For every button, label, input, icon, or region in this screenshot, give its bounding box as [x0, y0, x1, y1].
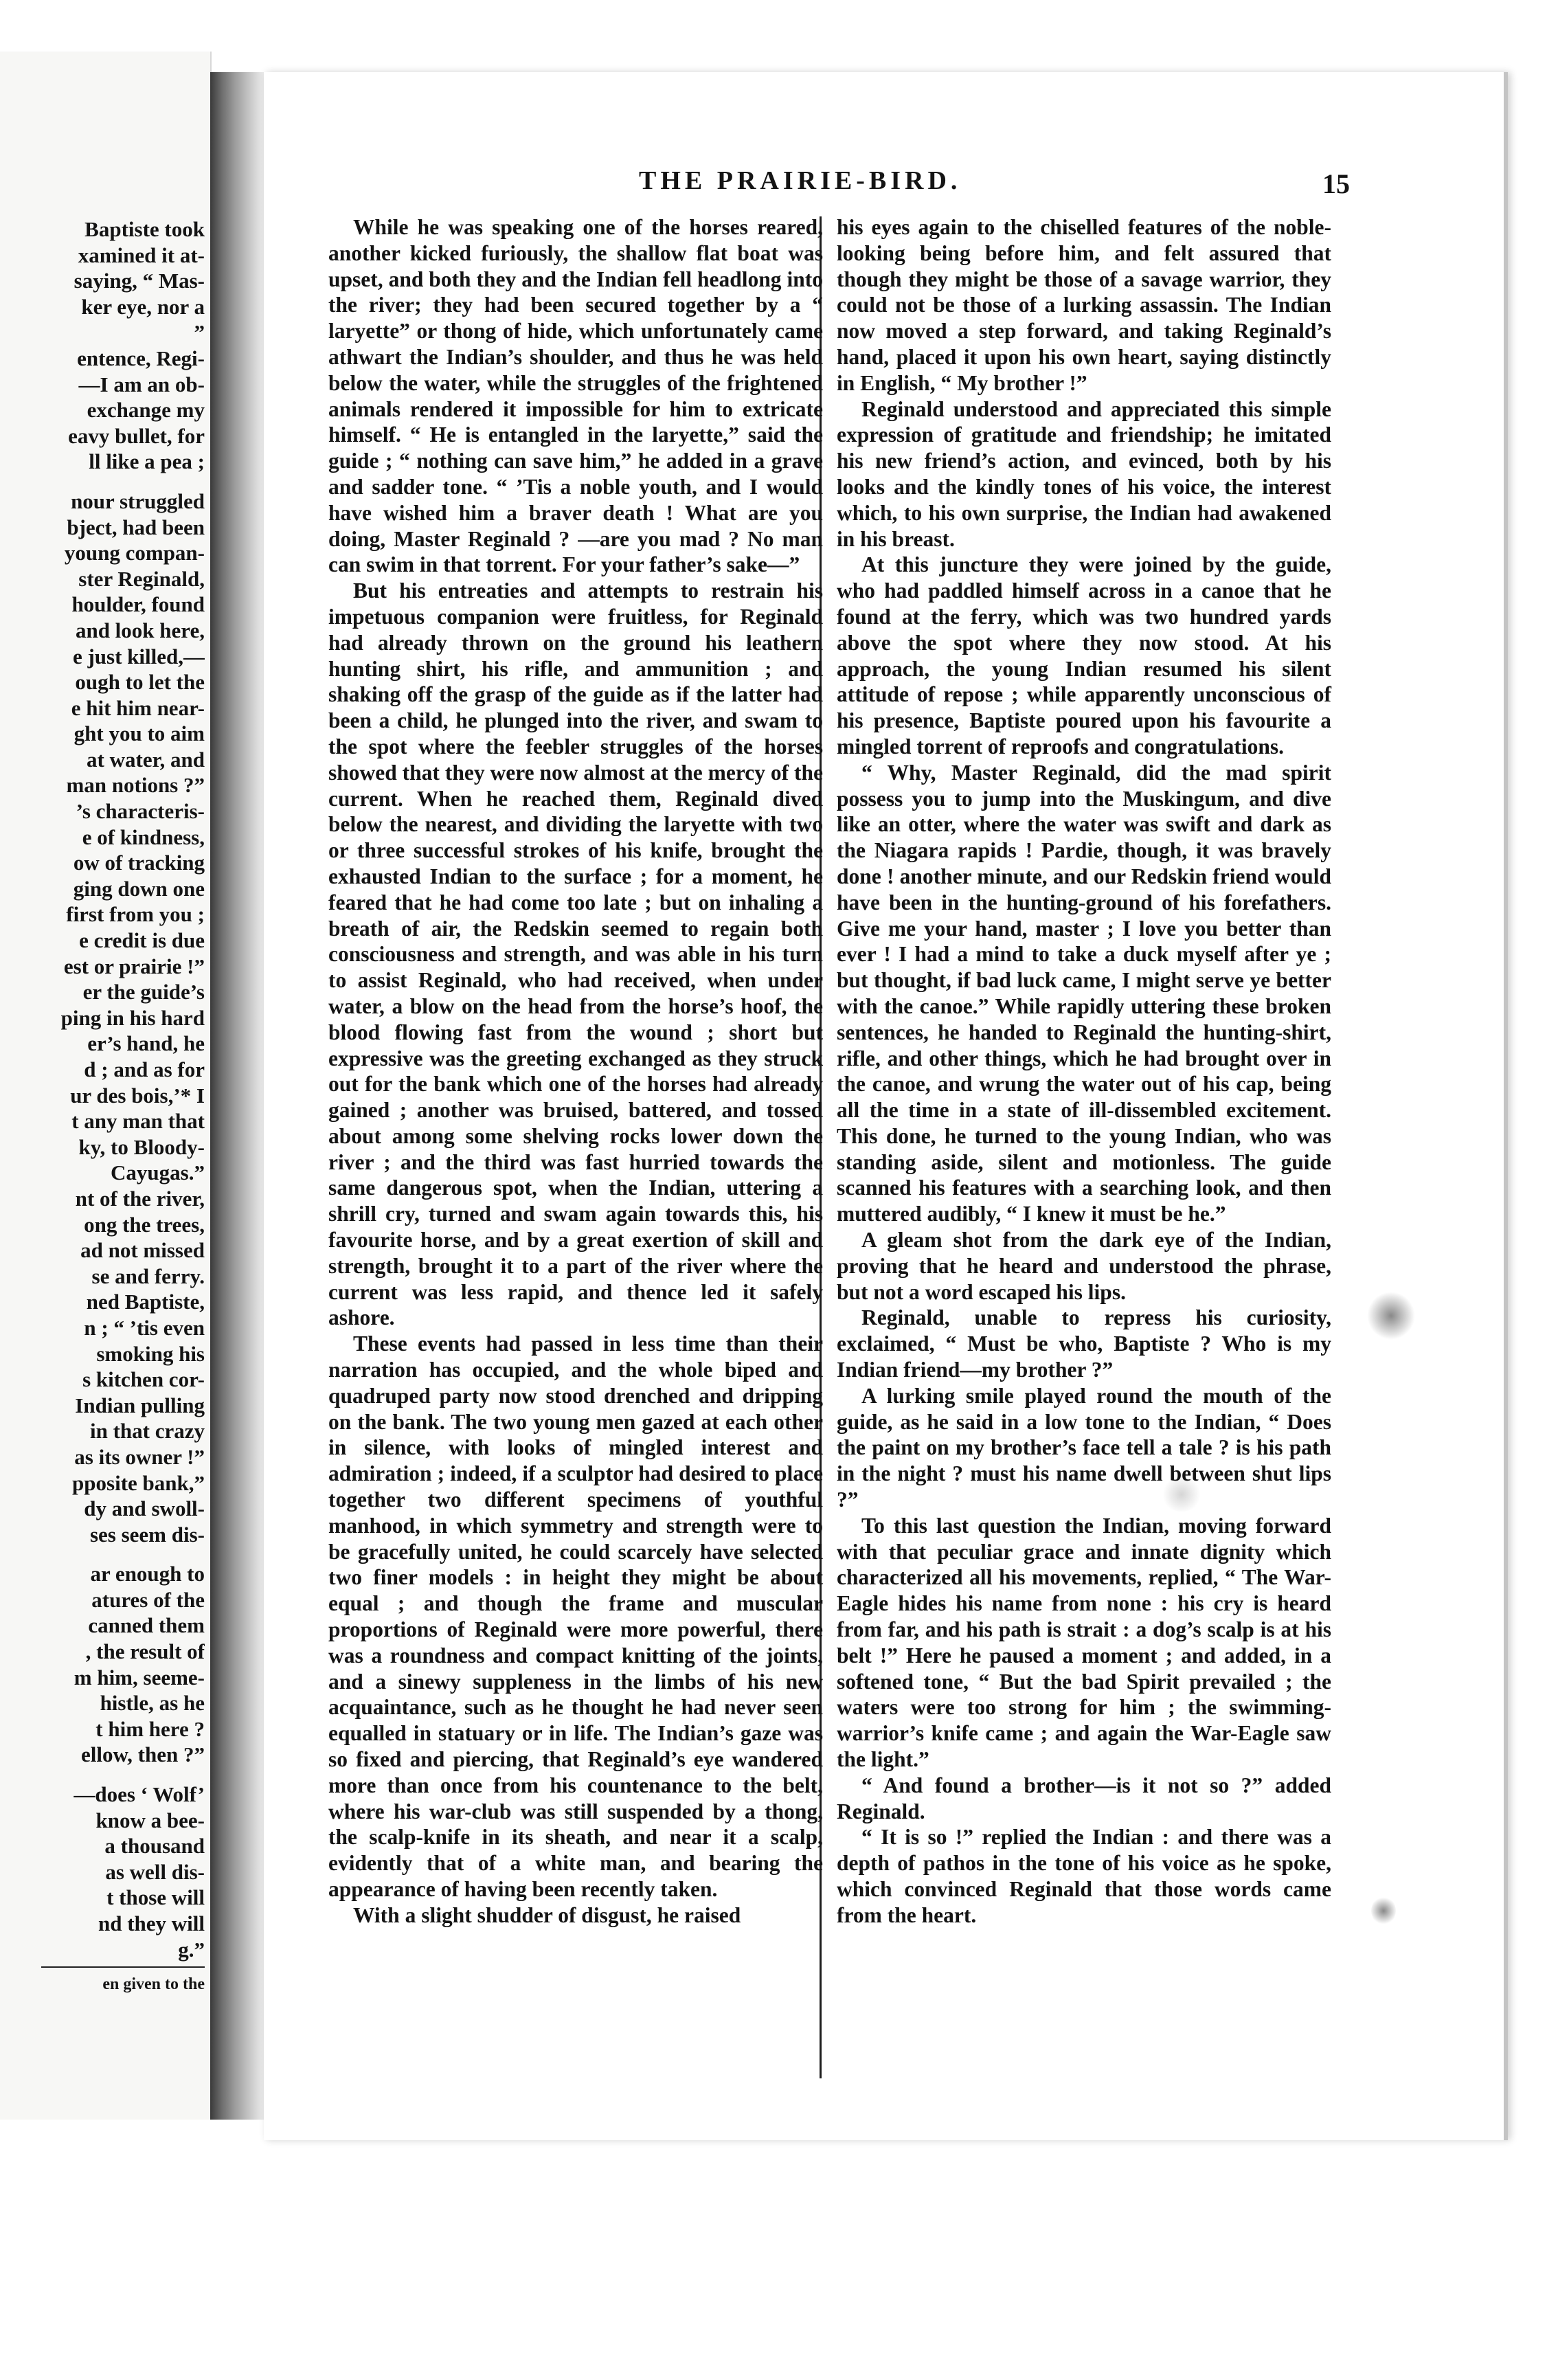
- ink-smudge: [1367, 1292, 1415, 1340]
- facing-page-line: t those will: [106, 1885, 205, 1910]
- facing-page-line: nour struggled: [71, 489, 205, 513]
- facing-page-line: ad not missed: [80, 1238, 205, 1263]
- paragraph: But his entreaties and attempts to restrain his impetuous companion were fruitless, for Reginald had already thrown on the ground his leathern hunting shirt, his rifle, and ammunition ; and shaking off the grasp of the guide as if the latter had been a child, he plunged into the river, and swam to the spot where the feebler struggles of the horses showed that they were now almost at the mercy of the current. When he reached them, Reginald dived below the nearest, and dividing the laryette with two or three successful strokes of his knife, brought the exhausted Indian to the surface ; for a moment, he feared that he had come too late ; but on inhaling a breath of air, the Redskin seemed to regain both consciousness and strength, and was able in his turn to assist Reginald, who had received, when under water, a blow on the head from the horse’s hoof, the blood flowing fast from the wound ; short but expressive was the greeting exchanged as they struck out for the bank which one of the horses had already gained ; another was bruised, battered, and tossed about among some shelving rocks lower down the river ; and the third was fast hurried towards the same dangerous spot, when the Indian, uttering a shrill cry, turned and swam again towards this, his favourite horse, and by a great exertion of skill and strength, brought it to a part of the river where the current was less rapid, and thence led it safely ashore.: [328, 579, 823, 1330]
- paragraph: Reginald, unable to repress his curiosity, exclaimed, “ Must be who, Baptiste ? Who is my Indian friend—my brother ?”: [837, 1305, 1331, 1382]
- facing-page-line: entence, Regi-: [77, 346, 205, 370]
- facing-page-line: —does ‘ Wolf’: [74, 1782, 205, 1807]
- facing-page-line: er’s hand, he: [87, 1031, 205, 1056]
- paragraph: While he was speaking one of the horses reared, another kicked furiously, the shallow flat boat was upset, and both they and the Indian fell headlong into the river; they had been secured together by a “ laryette” or thong of hide, which unfortunately came athwart the Indian’s shoulder, and thus he was held below the water, while the struggles of the frightened animals rendered it impossible for him to extricate himself. “ He is entangled in the laryette,” said the guide ; “ nothing can save him,” he added in a grave and sadder tone. “ ’Tis a noble youth, and I would have wished him a braver death ! What are you doing, Master Reginald ? —are you mad ? No man can swim in that torrent. For your father’s sake—”: [328, 215, 823, 577]
- facing-page-line: ong the trees,: [84, 1212, 205, 1237]
- facing-page-line: ned Baptiste,: [86, 1290, 205, 1314]
- paragraph: his eyes again to the chiselled features of the noble-looking being before him, and felt assured that though they might be those of a savage warrior, they could not be those of a lurking assassin. The Indian now moved a step forward, and taking Reginald’s hand, placed it upon his own heart, saying distinctly in English, “ My brother !”: [837, 215, 1331, 395]
- facing-page-line: ker eye, nor a: [81, 294, 205, 319]
- facing-page-line: ”: [194, 320, 205, 345]
- facing-page-line: ster Reginald,: [78, 566, 205, 591]
- facing-page-line: t any man that: [71, 1109, 205, 1134]
- facing-page-line: ar enough to: [90, 1562, 205, 1586]
- facing-page-line: bject, had been: [67, 515, 205, 539]
- facing-page-line: ough to let the: [75, 670, 205, 695]
- facing-page-line: pposite bank,”: [72, 1470, 205, 1495]
- facing-page-line: dy and swoll-: [84, 1496, 205, 1521]
- text-column-right: [837, 214, 1331, 1929]
- facing-page-line: [0, 475, 205, 489]
- paragraph: “ And found a brother—is it not so ?” added Reginald.: [837, 1773, 1331, 1823]
- ink-smudge: [1371, 1896, 1396, 1925]
- facing-page-line: er the guide’s: [82, 980, 205, 1004]
- facing-page-line: [0, 1768, 205, 1782]
- paragraph: With a slight shudder of disgust, he raised: [353, 1902, 741, 1927]
- facing-page-line: smoking his: [96, 1341, 205, 1366]
- facing-page-footnote: en given to the: [102, 1975, 205, 1994]
- facing-page-line: nd they will: [98, 1911, 205, 1935]
- facing-page-line: [0, 1547, 205, 1561]
- facing-page-line: ll like a pea ;: [89, 449, 205, 474]
- facing-page-line: se and ferry.: [91, 1264, 205, 1288]
- paragraph: These events had passed in less time than their narration has occupied, and the whole biped and quadruped party now stood drenched and dripping on the bank. The two young men gazed at each other in silence, with looks of mingled interest and admiration ; indeed, if a sculptor had desired to place together two different specimens of youthful manhood, in which symmetry and strength were to be gracefully united, he could scarcely have selected two finer models : in height they might be about equal ; and though the frame and muscular proportions of Reginald were more powerful, there was a roundness and compact knitting of the joints, and a sinewy suppleness in the limbs of his new acquaintance, such as he thought he had never seen equalled in statuary or in life. The Indian’s gaze was so fixed and piercing, that Reginald’s eye wandered more than once from his countenance to the belt, where his war-club was still suspended by a thong, the scalp-knife in its sheath, and near it a scalp, evidently that of a white man, and bearing the appearance of having been recently taken.: [328, 1332, 823, 1901]
- book-gutter-shadow: [210, 72, 264, 2120]
- facing-page-line: as its owner !”: [74, 1444, 205, 1469]
- facing-page-line: nt of the river,: [75, 1186, 205, 1211]
- facing-page-line: e just killed,—: [72, 644, 205, 669]
- facing-page-line: e credit is due: [79, 928, 205, 953]
- facing-page-line: n ; “ ’tis even: [84, 1315, 205, 1340]
- facing-page-line: ur des bois,’* I: [70, 1083, 205, 1108]
- facing-page-line: a thousand: [104, 1834, 205, 1859]
- facing-page-line: histle, as he: [100, 1691, 205, 1716]
- facing-page-line: ght you to aim: [74, 721, 205, 746]
- facing-page-line: e of kindness,: [82, 824, 205, 849]
- paragraph: Reginald understood and appreciated this simple expression of gratitude and friendship; he imitated his new friend’s action, and evinced, both by his looks and the kindly tones of his voice, the interest which, to his own surprise, the Indian had awakened in his breast.: [837, 396, 1331, 551]
- facing-page-line: exchange my: [87, 398, 205, 423]
- facing-page-line: ses seem dis-: [89, 1522, 205, 1547]
- facing-page-line: s kitchen cor-: [82, 1367, 205, 1392]
- facing-page-line: g.”: [178, 1937, 205, 1962]
- facing-page-line: first from you ;: [66, 902, 205, 927]
- facing-page-line: ow of tracking: [73, 851, 205, 875]
- facing-page-line: Indian pulling: [75, 1393, 205, 1417]
- facing-page-line: ’s characteris-: [76, 799, 205, 824]
- facing-page-line: m him, seeme-: [74, 1665, 205, 1689]
- facing-page-line: ging down one: [73, 876, 205, 901]
- facing-page-line: ky, to Bloody-: [78, 1134, 205, 1159]
- facing-page-line: t him here ?: [95, 1716, 205, 1741]
- facing-page-line: Cayugas.”: [111, 1160, 205, 1185]
- ink-smudge: [1161, 1477, 1202, 1512]
- text-column-left: [328, 214, 823, 1929]
- facing-page-line: e hit him near-: [71, 695, 205, 720]
- facing-page-line: xamined it at-: [78, 243, 205, 267]
- facing-page-line: in that crazy: [89, 1419, 205, 1444]
- facing-page-line: atures of the: [91, 1587, 205, 1612]
- facing-page-line: est or prairie !”: [63, 954, 205, 978]
- facing-page-text: [0, 216, 205, 1998]
- facing-page-line: ping in his hard: [60, 1005, 205, 1030]
- facing-page-line: and look here,: [75, 618, 205, 642]
- paragraph: “ Why, Master Reginald, did the mad spirit possess you to jump into the Muskingum, and dive like an otter, where the water was swift and dark as the Niagara rapids ! Pardie, though, it was bravely done ! another minute, and our Redskin friend would have been in the hunting-ground of his forefathers. Give me your hand, master ; I love you better than ever ! I had a mind to take a duck myself after ye ; but thought, if bad luck came, I might serve ye better with the canoe.” While rapidly uttering these broken sentences, he handed to Reginald the hunting-shirt, rifle, and other things, which he had brought over in the canoe, and wrung the water out of his cap, being all the time in a state of ill-dissembled excitement. This done, he turned to the young Indian, who was standing aside, silent and motionless. The guide scanned his features with a searching look, and then muttered audibly, “ I knew it must be he.”: [837, 760, 1331, 1226]
- facing-page-line: houlder, found: [71, 592, 205, 617]
- paragraph: To this last question the Indian, moving forward with that peculiar grace and innate dignity which characterized all his movements, replied, “ The War-Eagle hides his name from none : his cry is heard from far, and his path is strait : a dog’s scalp is at his belt !” Here he paused a moment ; and added, in a softened tone, “ But the bad Spirit prevailed ; the waters were too strong for him ; the swimming-warrior’s knife came ; and again the War-Eagle saw the light.”: [837, 1513, 1331, 1772]
- facing-page-line: —I am an ob-: [78, 372, 205, 396]
- facing-page-line: know a bee-: [95, 1808, 205, 1832]
- footnote-rule: [41, 1966, 205, 1968]
- facing-page-line: d ; and as for: [84, 1057, 205, 1081]
- facing-page-line: eavy bullet, for: [68, 423, 205, 448]
- facing-page-line: as well dis-: [105, 1859, 205, 1884]
- facing-page-line: Baptiste took: [84, 217, 205, 241]
- facing-page-line: young compan-: [64, 541, 205, 565]
- paragraph: “ It is so !” replied the Indian : and there was a depth of pathos in the tone of his voice as he spoke, which convinced Reginald that those words came from the heart.: [837, 1825, 1331, 1927]
- facing-page-line: at water, and: [87, 747, 205, 772]
- paragraph: A lurking smile played round the mouth of the guide, as he said in a low tone to the Indian, “ Does the paint on my brother’s face tell a tale ? is his path in the night ? must his name dwell between shut lips ?”: [837, 1383, 1331, 1512]
- page-number: 15: [1322, 168, 1350, 199]
- facing-page-line: man notions ?”: [66, 773, 205, 798]
- facing-page-fragment: [0, 52, 212, 2120]
- facing-page-line: saying, “ Mas-: [74, 269, 205, 293]
- running-head: THE PRAIRIE-BIRD.: [639, 166, 962, 195]
- paragraph: A gleam shot from the dark eye of the Indian, proving that he heard and understood the phrase, but not a word escaped his lips.: [837, 1228, 1331, 1304]
- facing-page-line: , the result of: [85, 1639, 205, 1664]
- facing-page-line: canned them: [88, 1613, 205, 1638]
- paragraph: At this juncture they were joined by the guide, who had paddled himself across in a canoe that he found at the ferry, which was two hundred yards above the spot where they now stood. At his approach, the young Indian resumed his silent attitude of repose ; while apparently unconscious of his presence, Baptiste poured upon his favourite a mingled torrent of reproofs and congratulations.: [837, 552, 1331, 759]
- facing-page-line: ellow, then ?”: [81, 1742, 205, 1767]
